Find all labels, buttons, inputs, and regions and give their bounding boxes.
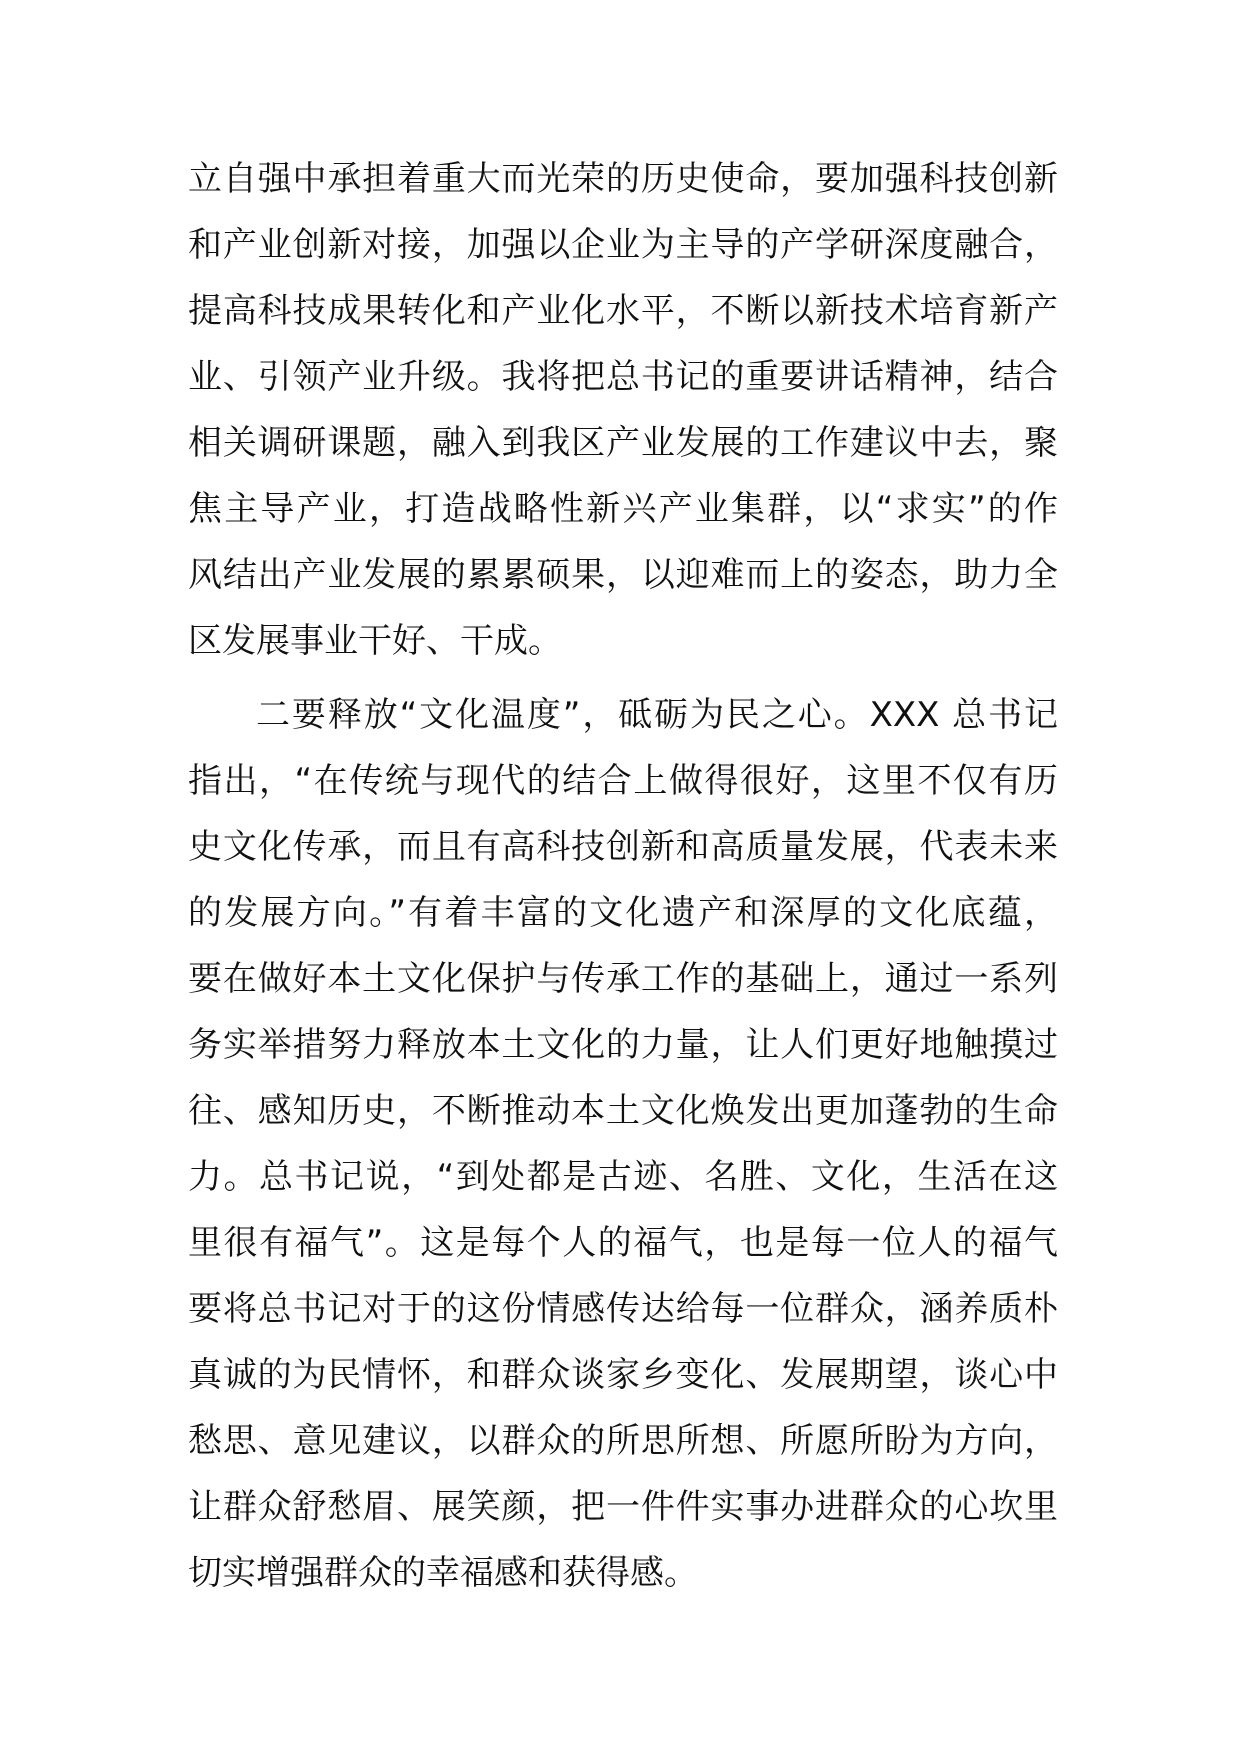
text-line: 风结出产业发展的累累硕果，以迎难而上的姿态，助力全 [188, 555, 1058, 595]
text-line: 让群众舒愁眉、展笑颜，把一件件实事办进群众的心坎里 [188, 1487, 1058, 1527]
text-line: 切实增强群众的幸福感和获得感。 [188, 1553, 698, 1593]
text-line: 愁思、意见建议，以群众的所思所想、所愿所盼为方向， [188, 1421, 1058, 1461]
text-line: 力。总书记说，“到处都是古迹、名胜、文化，生活在这 [188, 1157, 1058, 1197]
text-line: 的发展方向。”有着丰富的文化遗产和深厚的文化底蕴， [188, 893, 1058, 933]
text-line: 相关调研课题，融入到我区产业发展的工作建议中去，聚 [188, 423, 1058, 463]
text-line: 里很有福气”。这是每个人的福气，也是每一位人的福气 [188, 1223, 1058, 1263]
text-line: 二要释放“文化温度”，砥砺为民之心。XXX 总书记 [256, 695, 1058, 735]
text-line: 要在做好本土文化保护与传承工作的基础上，通过一系列 [188, 959, 1058, 999]
text-line: 业、引领产业升级。我将把总书记的重要讲话精神，结合 [188, 357, 1058, 397]
paragraph-industry-development [188, 146, 1058, 674]
text-line: 要将总书记对于的这份情感传达给每一位群众，涵养质朴 [188, 1289, 1058, 1329]
text-line: 提高科技成果转化和产业化水平，不断以新技术培育新产 [188, 291, 1058, 331]
text-line: 立自强中承担着重大而光荣的历史使命，要加强科技创新 [188, 159, 1058, 199]
text-line: 焦主导产业，打造战略性新兴产业集群，以“求实”的作 [188, 489, 1058, 529]
text-line: 指出，“在传统与现代的结合上做得很好，这里不仅有历 [188, 761, 1058, 801]
text-line: 区发展事业干好、干成。 [188, 621, 562, 661]
text-line: 务实举措努力释放本土文化的力量，让人们更好地触摸过 [188, 1025, 1058, 1065]
text-line: 真诚的为民情怀，和群众谈家乡变化、发展期望，谈心中 [188, 1355, 1058, 1395]
text-line: 和产业创新对接，加强以企业为主导的产学研深度融合， [188, 225, 1058, 265]
text-line: 往、感知历史，不断推动本土文化焕发出更加蓬勃的生命 [188, 1091, 1058, 1131]
paragraph-cultural-warmth [188, 682, 1058, 1606]
text-line: 史文化传承，而且有高科技创新和高质量发展，代表未来 [188, 827, 1058, 867]
